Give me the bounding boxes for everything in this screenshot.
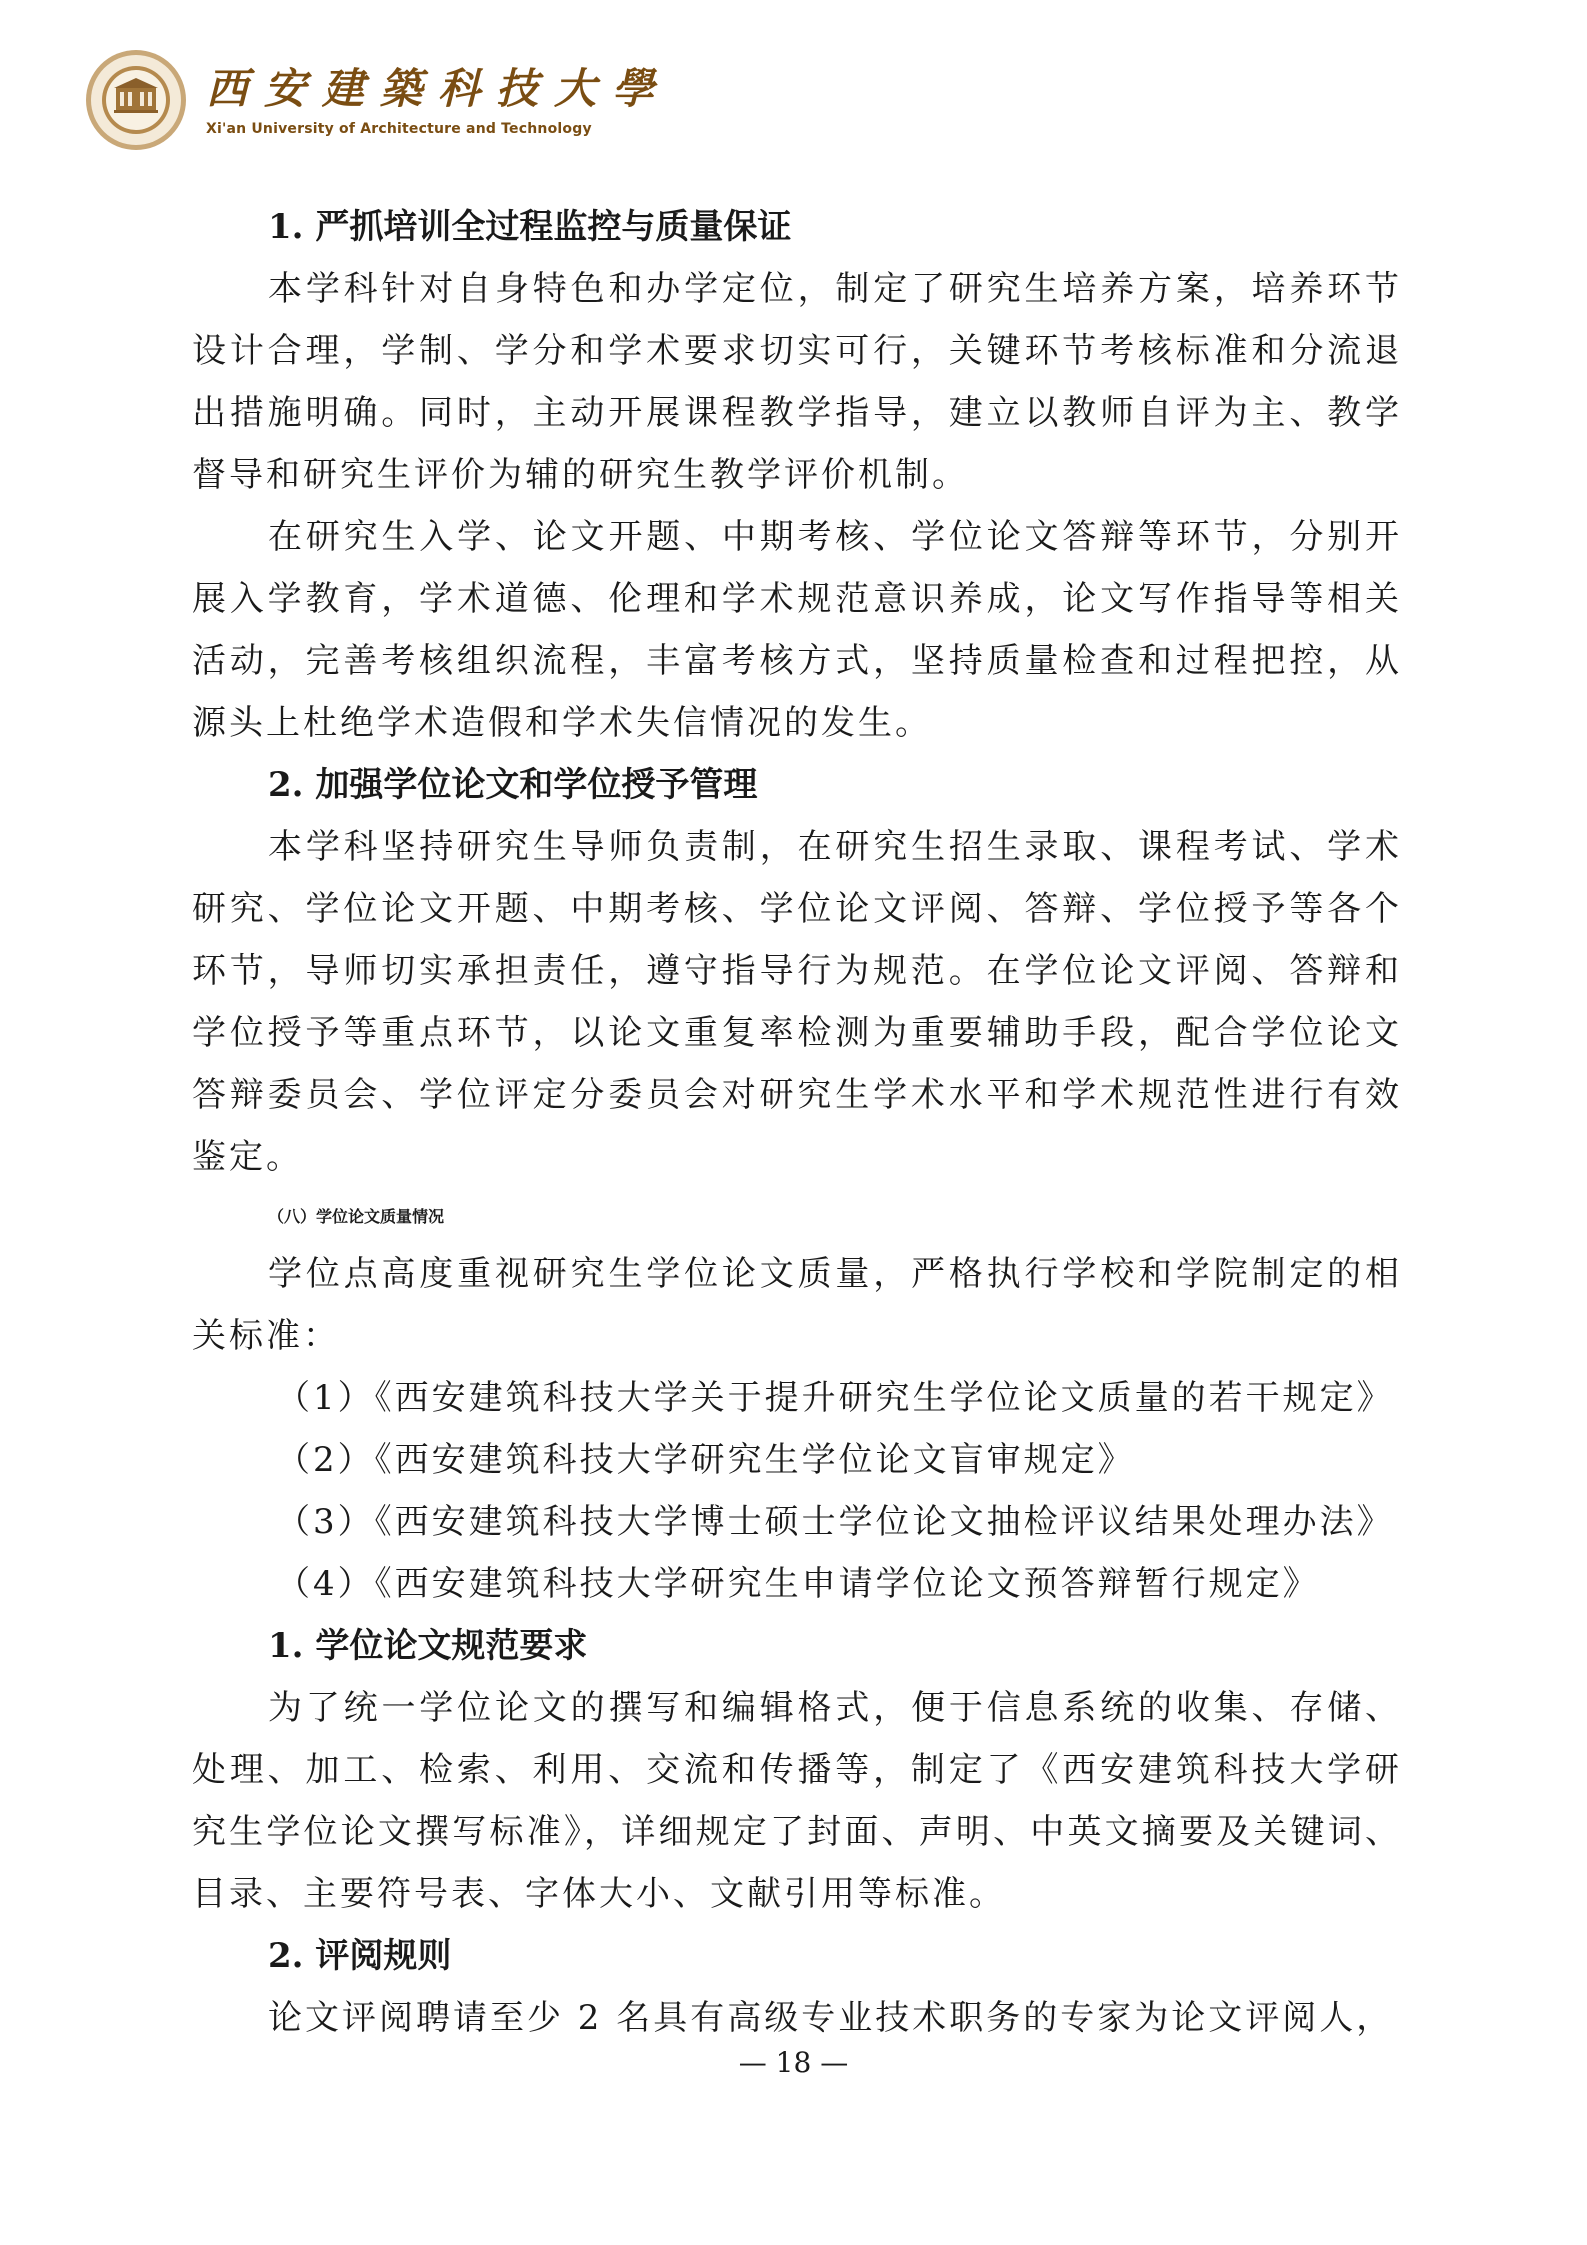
paragraph: 在研究生入学、论文开题、中期考核、学位论文答辩等环节，分别开展入学教育，学术道德、伦理和学术规范意识养成，论文写作指导等相关活动，完善考核组织流程，丰富考核方式，坚持质量检查和过程把控，从源头上杜绝学术造假和学术失信情况的发生。 (192, 517, 1402, 743)
list-item: （2）《西安建筑科技大学研究生学位论文盲审规定》 (276, 1440, 1135, 1480)
section-heading-4: 2. 评阅规则 (268, 1936, 452, 1976)
university-name (206, 63, 670, 137)
list-item: （3）《西安建筑科技大学博士硕士学位论文抽检评议结果处理办法》 (276, 1502, 1394, 1542)
list-item: （1）《西安建筑科技大学关于提升研究生学位论文质量的若干规定》 (276, 1378, 1394, 1418)
university-name-en: Xi'an University of Architecture and Technology (206, 121, 592, 137)
paragraph: 本学科坚持研究生导师负责制，在研究生招生录取、课程考试、学术研究、学位论文开题、中期考核、学位论文评阅、答辩、学位授予等各个环节，导师切实承担责任，遵守指导行为规范。在学位论文评阅、答辩和学位授予等重点环节，以论文重复率检测为重要辅助手段，配合学位论文答辩委员会、学位评定分委员会对研究生学术水平和学术规范性进行有效鉴定。 (192, 827, 1402, 1177)
page-number: — 18 — (738, 2046, 849, 2079)
section-heading-2: 2. 加强学位论文和学位授予管理 (268, 765, 758, 805)
paragraph: 本学科针对自身特色和办学定位，制定了研究生培养方案，培养环节设计合理，学制、学分和学术要求切实可行，关键环节考核标准和分流退出措施明确。同时，主动开展课程教学指导，建立以教师自评为主、教学督导和研究生评价为辅的研究生教学评价机制。 (192, 269, 1402, 495)
section-heading-3: 1. 学位论文规范要求 (268, 1626, 588, 1666)
list-item: （4）《西安建筑科技大学研究生申请学位论文预答辩暂行规定》 (276, 1564, 1320, 1604)
page-header (84, 40, 670, 160)
document-body (192, 196, 1402, 2049)
university-name-cn: 西安建築科技大學 (206, 64, 671, 113)
paragraph: 论文评阅聘请至少 2 名具有高级专业技术职务的专家为论文评阅人， (268, 1998, 1394, 2038)
paragraph: 学位点高度重视研究生学位论文质量，严格执行学校和学院制定的相关标准： (192, 1254, 1402, 1356)
section-heading-1: 1. 严抓培训全过程监控与质量保证 (268, 207, 792, 247)
paragraph: 为了统一学位论文的撰写和编辑格式，便于信息系统的收集、存储、处理、加工、检索、利用、交流和传播等，制定了《西安建筑科技大学研究生学位论文撰写标准》，详细规定了封面、声明、中英文摘要及关键词、目录、主要符号表、字体大小、文献引用等标准。 (192, 1688, 1402, 1914)
university-seal-logo (84, 48, 188, 152)
chapter-heading: （八）学位论文质量情况 (268, 1207, 445, 1226)
